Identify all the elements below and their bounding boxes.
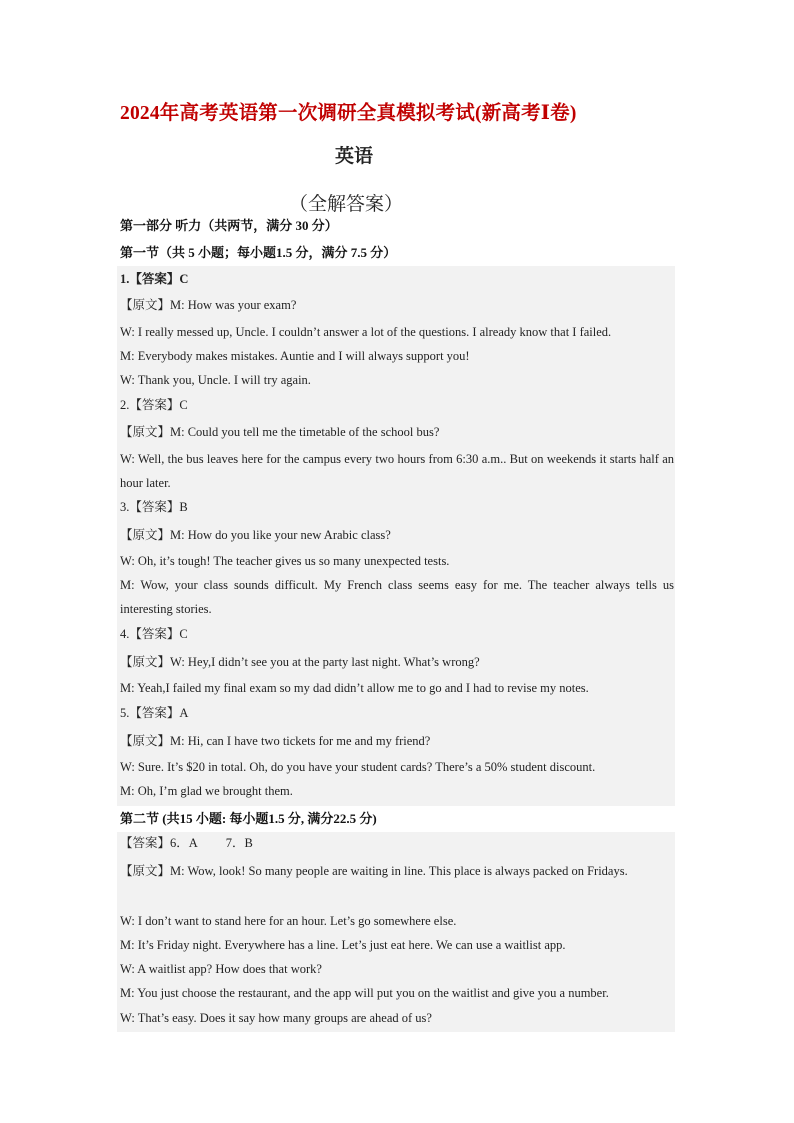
q1-transcript-line: W: Thank you, Uncle. I will try again. <box>120 373 311 387</box>
q2-answer: 2.【答案】C <box>120 398 188 412</box>
section-two-heading: 第二节 (共15 小题: 每小题1.5 分, 满分22.5 分) <box>120 811 377 826</box>
q4-transcript-line: 【原文】W: Hey,I didn’t see you at the party last night. What’s wrong? <box>120 655 480 669</box>
q7-answer: 7．B <box>225 836 253 850</box>
q5-transcript-line: M: Oh, I’m glad we brought them. <box>120 784 293 798</box>
q6-7-transcript-line: M: You just choose the restaurant, and the app will put you on the waitlist and give you a number. <box>120 986 609 1000</box>
q1-answer: 1.【答案】C <box>120 272 189 286</box>
q5-transcript-line: W: Sure. It’s $20 in total. Oh, do you have your student cards? There’s a 50% student discount. <box>120 760 596 774</box>
q3-answer: 3.【答案】B <box>120 500 188 514</box>
q6-7-transcript-line: 【原文】M: Wow, look! So many people are waiting in line. This place is always packed on Fridays. <box>120 864 628 878</box>
q6-7-transcript-line: M: It’s Friday night. Everywhere has a line. Let’s just eat here. We can use a waitlist app. <box>120 938 566 952</box>
q1-transcript-line: M: Everybody makes mistakes. Auntie and I will always support you! <box>120 349 470 363</box>
q4-answer: 4.【答案】C <box>120 627 188 641</box>
section-one-heading: 第一节（共 5 小题；每小题1.5 分，满分 7.5 分） <box>120 245 397 260</box>
part-one-heading: 第一部分 听力（共两节，满分 30 分） <box>120 218 338 233</box>
q6-7-answer <box>120 835 674 851</box>
q6-7-transcript-line: W: That’s easy. Does it say how many groups are ahead of us? <box>120 1011 432 1025</box>
q1-transcript-line: W: I really messed up, Uncle. I couldn’t answer a lot of the questions. I already know that I failed. <box>120 325 612 339</box>
answers-heading: （全解答案） <box>289 194 404 215</box>
q3-transcript-line: W: Oh, it’s tough! The teacher gives us so many unexpected tests. <box>120 554 450 568</box>
subject-heading: 英语 <box>335 146 374 167</box>
q3-transcript-line: 【原文】M: How do you like your new Arabic class? <box>120 528 391 542</box>
q5-answer: 5.【答案】A <box>120 706 189 720</box>
q4-transcript-line: M: Yeah,I failed my final exam so my dad didn’t allow me to go and I had to revise my notes. <box>120 681 589 695</box>
q6-answer: 【答案】6．A <box>120 836 198 850</box>
q6-7-transcript-line: W: A waitlist app? How does that work? <box>120 962 322 976</box>
q5-transcript-line: 【原文】M: Hi, can I have two tickets for me and my friend? <box>120 734 431 748</box>
q1-transcript-line: 【原文】M: How was your exam? <box>120 298 297 312</box>
q6-7-transcript-line: W: I don’t want to stand here for an hour. Let’s go somewhere else. <box>120 914 457 928</box>
document-title: 2024年高考英语第一次调研全真模拟考试(新高考Ⅰ卷) <box>120 103 577 124</box>
q2-transcript-line: 【原文】M: Could you tell me the timetable of the school bus? <box>120 425 440 439</box>
q2-transcript-line: W: Well, the bus leaves here for the campus every two hours from 6:30 a.m.. But on weekends it starts half an hour later. <box>120 452 674 490</box>
q3-transcript-line: M: Wow, your class sounds difficult. My French class seems easy for me. The teacher always tells us interesting stories. <box>120 578 674 616</box>
